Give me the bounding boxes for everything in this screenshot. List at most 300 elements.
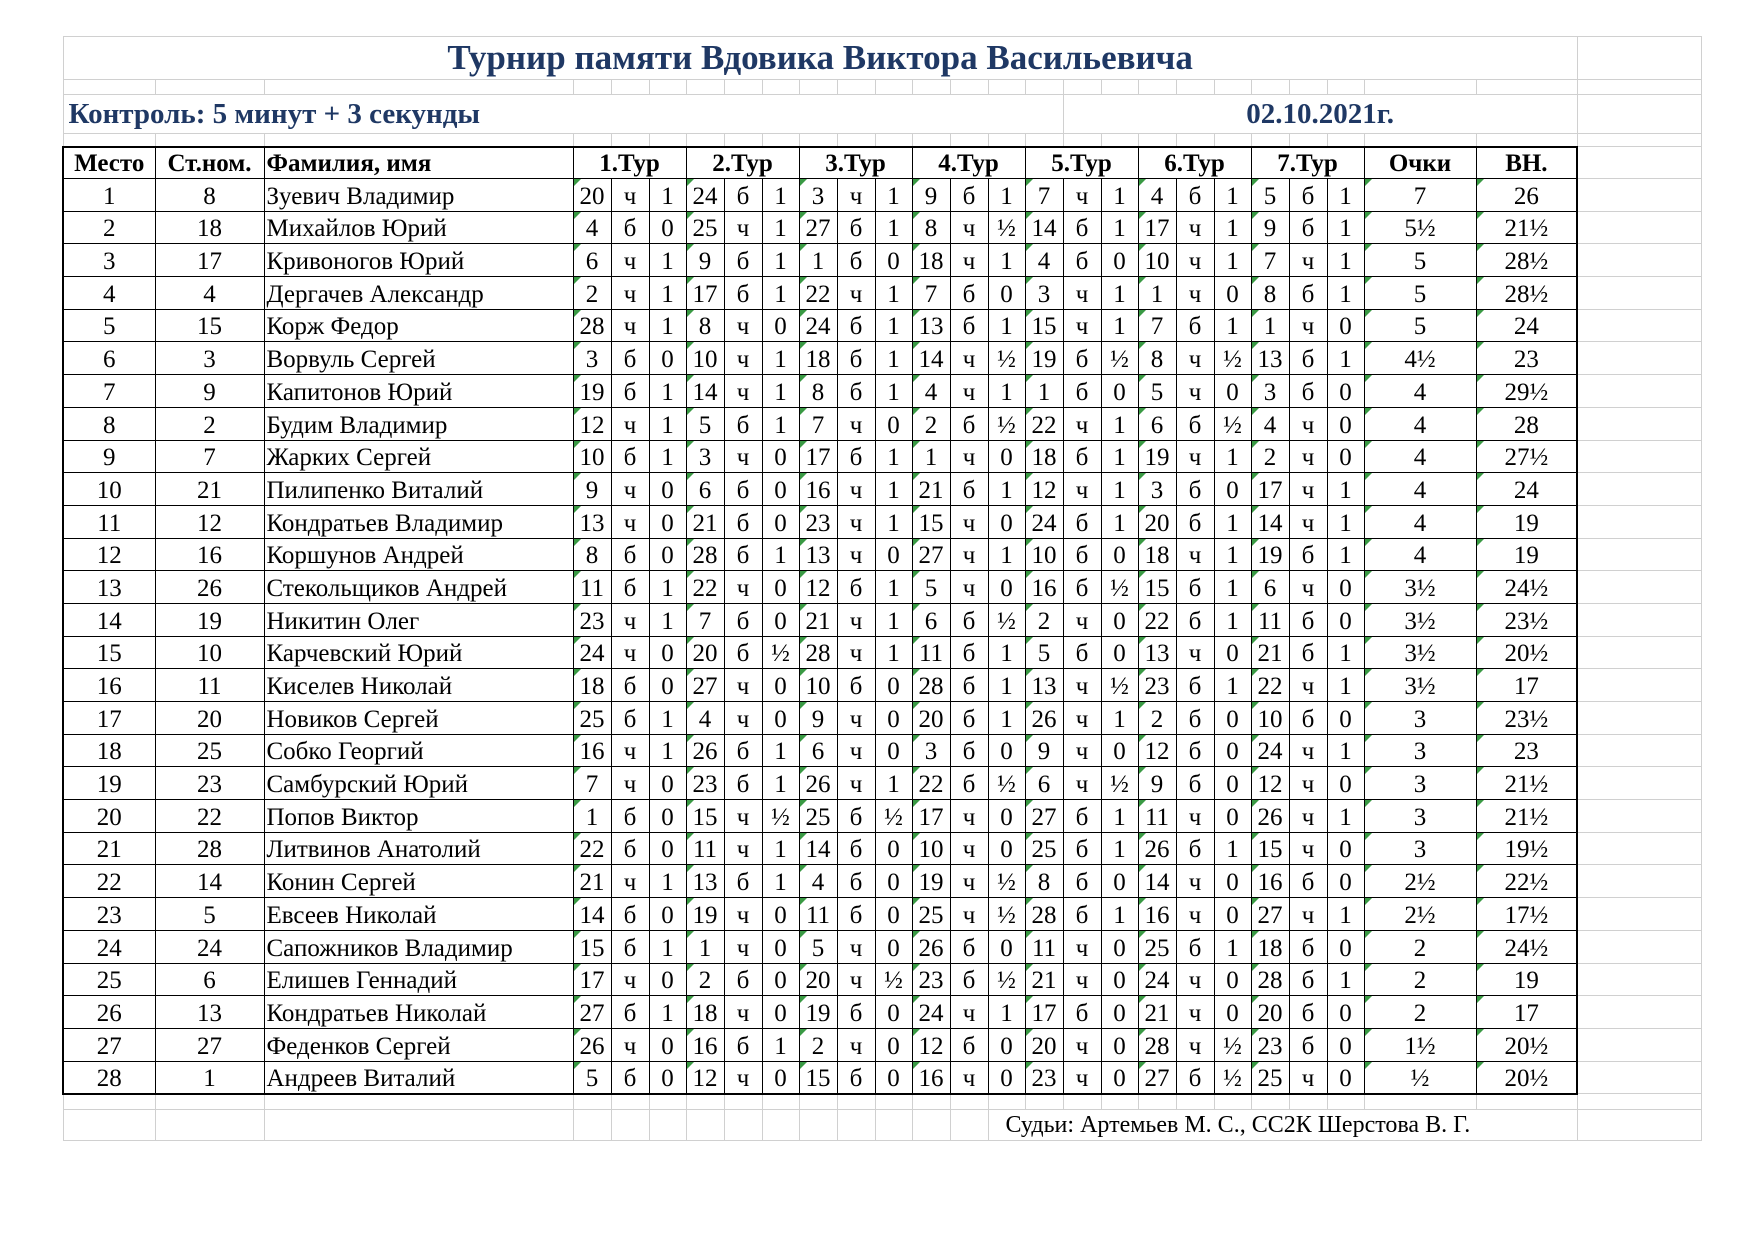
player-name: Елишев Геннадий — [264, 963, 573, 996]
tour-1-color: ч — [611, 963, 649, 996]
tour-6-opponent: 24 — [1138, 963, 1176, 996]
tour-5-color: ч — [1063, 669, 1101, 702]
tour-2-color: ч — [724, 1061, 762, 1094]
tour-5-result: 1 — [1101, 800, 1138, 833]
grid-cell — [63, 134, 155, 147]
tour-4-color: б — [950, 277, 988, 310]
place-cell: 1 — [63, 179, 155, 212]
tour-4-opponent: 18 — [912, 244, 950, 277]
tour-2-opponent: 23 — [686, 767, 724, 800]
tour-2-result: 1 — [762, 244, 799, 277]
grid-cell — [1577, 1110, 1701, 1141]
grid-cell — [1577, 734, 1701, 767]
tour-4-opponent: 3 — [912, 734, 950, 767]
tour-5-opponent: 9 — [1025, 734, 1063, 767]
tour-4-result: 1 — [988, 473, 1025, 506]
points-cell: 2 — [1364, 996, 1476, 1029]
player-name: Михайлов Юрий — [264, 211, 573, 244]
place-cell: 23 — [63, 898, 155, 931]
tour-4-result: 0 — [988, 440, 1025, 473]
tour-3-opponent: 12 — [799, 571, 837, 604]
player-name: Конин Сергей — [264, 865, 573, 898]
tour-3-color: б — [837, 669, 875, 702]
tour-4-result: 0 — [988, 800, 1025, 833]
tour-1-opponent: 14 — [573, 898, 611, 931]
tour-7-opponent: 14 — [1251, 505, 1289, 538]
tour-4-color: ч — [950, 898, 988, 931]
tour-2-color: ч — [724, 898, 762, 931]
tour-7-opponent: 21 — [1251, 636, 1289, 669]
tour-7-color: б — [1289, 930, 1327, 963]
tour-5-opponent: 5 — [1025, 636, 1063, 669]
control-row — [63, 95, 1701, 134]
tour-7-color: ч — [1289, 473, 1327, 506]
grid-cell — [912, 134, 950, 147]
tiebreak-cell: 29½ — [1476, 375, 1577, 408]
tour-1-opponent: 11 — [573, 571, 611, 604]
tour-1-opponent: 18 — [573, 669, 611, 702]
tour-5-opponent: 7 — [1025, 179, 1063, 212]
start-number-cell: 24 — [155, 930, 264, 963]
tour-2-color: ч — [724, 669, 762, 702]
tour-5-opponent: 8 — [1025, 865, 1063, 898]
tour-3-result: 1 — [875, 505, 912, 538]
tour-2-result: 1 — [762, 538, 799, 571]
tour-2-color: б — [724, 407, 762, 440]
tour-1-opponent: 8 — [573, 538, 611, 571]
tour-2-result: 0 — [762, 571, 799, 604]
tour-6-opponent: 21 — [1138, 996, 1176, 1029]
tour-1-color: ч — [611, 865, 649, 898]
tour-1-opponent: 10 — [573, 440, 611, 473]
points-cell: 4 — [1364, 505, 1476, 538]
header-tour-1: 1.Тур — [573, 147, 686, 179]
tour-2-result: 1 — [762, 342, 799, 375]
tour-5-color: ч — [1063, 930, 1101, 963]
tour-6-color: б — [1176, 669, 1214, 702]
grid-cell — [1101, 134, 1138, 147]
tour-3-color: ч — [837, 505, 875, 538]
tour-3-opponent: 4 — [799, 865, 837, 898]
tour-3-result: 1 — [875, 309, 912, 342]
grid-cell — [1577, 505, 1701, 538]
tour-4-color: ч — [950, 375, 988, 408]
grid-cell — [1327, 80, 1364, 95]
tour-3-result: 1 — [875, 277, 912, 310]
tour-2-opponent: 25 — [686, 211, 724, 244]
tour-4-opponent: 8 — [912, 211, 950, 244]
tour-6-result: 0 — [1214, 800, 1251, 833]
grid-cell — [950, 1094, 988, 1110]
tour-1-color: б — [611, 211, 649, 244]
tour-4-opponent: 20 — [912, 702, 950, 735]
grid-cell — [1176, 1094, 1214, 1110]
tour-2-color: б — [724, 1028, 762, 1061]
grid-cell — [611, 1094, 649, 1110]
tour-5-opponent: 13 — [1025, 669, 1063, 702]
header-points: Очки — [1364, 147, 1476, 179]
grid-cell — [1577, 95, 1701, 134]
tour-3-opponent: 18 — [799, 342, 837, 375]
grid-cell — [1289, 80, 1327, 95]
start-number-cell: 6 — [155, 963, 264, 996]
tour-4-opponent: 11 — [912, 636, 950, 669]
tour-1-color: ч — [611, 636, 649, 669]
tour-7-result: 1 — [1327, 505, 1364, 538]
tour-7-opponent: 17 — [1251, 473, 1289, 506]
grid-cell — [649, 80, 686, 95]
tour-7-result: 0 — [1327, 930, 1364, 963]
tour-5-opponent: 19 — [1025, 342, 1063, 375]
standings-row — [63, 669, 1701, 702]
tour-3-result: 0 — [875, 702, 912, 735]
tour-4-color: б — [950, 669, 988, 702]
tour-5-result: 1 — [1101, 309, 1138, 342]
tour-6-opponent: 4 — [1138, 179, 1176, 212]
tour-1-result: 1 — [649, 375, 686, 408]
tour-7-opponent: 6 — [1251, 571, 1289, 604]
tour-2-result: 0 — [762, 505, 799, 538]
tour-1-opponent: 25 — [573, 702, 611, 735]
tour-5-opponent: 28 — [1025, 898, 1063, 931]
player-name: Самбурский Юрий — [264, 767, 573, 800]
tour-2-result: ½ — [762, 636, 799, 669]
tour-1-color: б — [611, 375, 649, 408]
start-number-cell: 2 — [155, 407, 264, 440]
tour-4-result: ½ — [988, 865, 1025, 898]
tour-7-opponent: 22 — [1251, 669, 1289, 702]
tour-7-opponent: 7 — [1251, 244, 1289, 277]
tour-5-opponent: 3 — [1025, 277, 1063, 310]
player-name: Корж Федор — [264, 309, 573, 342]
tour-2-color: б — [724, 734, 762, 767]
grid-cell — [912, 1110, 950, 1141]
tour-6-color: б — [1176, 832, 1214, 865]
grid-cell — [264, 1110, 573, 1141]
tour-6-opponent: 12 — [1138, 734, 1176, 767]
grid-cell — [686, 134, 724, 147]
grid-cell — [988, 1094, 1025, 1110]
grid-cell — [1577, 898, 1701, 931]
grid-cell — [155, 1094, 264, 1110]
tour-7-color: б — [1289, 538, 1327, 571]
tiebreak-cell: 20½ — [1476, 636, 1577, 669]
tour-1-result: 0 — [649, 800, 686, 833]
tour-4-color: ч — [950, 211, 988, 244]
tour-5-color: б — [1063, 244, 1101, 277]
tour-3-color: ч — [837, 767, 875, 800]
tour-1-result: 0 — [649, 669, 686, 702]
grid-cell — [686, 1110, 724, 1141]
tour-7-color: б — [1289, 211, 1327, 244]
tour-1-color: б — [611, 832, 649, 865]
points-cell: 4 — [1364, 375, 1476, 408]
tour-7-result: 0 — [1327, 375, 1364, 408]
grid-cell — [573, 80, 611, 95]
tour-1-opponent: 28 — [573, 309, 611, 342]
tour-4-color: ч — [950, 505, 988, 538]
tour-1-opponent: 22 — [573, 832, 611, 865]
tour-2-color: б — [724, 277, 762, 310]
tour-6-color: ч — [1176, 342, 1214, 375]
tour-7-opponent: 12 — [1251, 767, 1289, 800]
tour-3-color: б — [837, 211, 875, 244]
tour-2-result: 1 — [762, 865, 799, 898]
tour-7-opponent: 23 — [1251, 1028, 1289, 1061]
tour-5-result: 0 — [1101, 1028, 1138, 1061]
grid-cell — [573, 1094, 611, 1110]
grid-cell — [912, 80, 950, 95]
place-cell: 2 — [63, 211, 155, 244]
tour-3-opponent: 27 — [799, 211, 837, 244]
start-number-cell: 23 — [155, 767, 264, 800]
grid-cell — [264, 134, 573, 147]
tour-7-result: 1 — [1327, 342, 1364, 375]
tour-1-result: 0 — [649, 832, 686, 865]
tour-4-result: ½ — [988, 407, 1025, 440]
tour-6-opponent: 14 — [1138, 865, 1176, 898]
tour-2-color: б — [724, 538, 762, 571]
tour-5-color: ч — [1063, 179, 1101, 212]
standings-row — [63, 538, 1701, 571]
start-number-cell: 11 — [155, 669, 264, 702]
tiebreak-cell: 28 — [1476, 407, 1577, 440]
tour-2-result: 0 — [762, 702, 799, 735]
place-cell: 26 — [63, 996, 155, 1029]
tour-3-color: ч — [837, 963, 875, 996]
place-cell: 3 — [63, 244, 155, 277]
points-cell: ½ — [1364, 1061, 1476, 1094]
tour-3-color: ч — [837, 734, 875, 767]
tour-3-color: б — [837, 244, 875, 277]
points-cell: 3½ — [1364, 603, 1476, 636]
tour-1-opponent: 26 — [573, 1028, 611, 1061]
tour-3-result: 0 — [875, 734, 912, 767]
tour-7-result: 1 — [1327, 179, 1364, 212]
grid-cell — [1577, 309, 1701, 342]
spacer-row — [63, 134, 1701, 147]
tour-2-result: 1 — [762, 1028, 799, 1061]
grid-cell — [63, 1110, 155, 1141]
header-name: Фамилия, имя — [264, 147, 573, 179]
tour-4-opponent: 9 — [912, 179, 950, 212]
tour-3-result: 0 — [875, 996, 912, 1029]
tour-7-result: 0 — [1327, 1028, 1364, 1061]
tour-1-color: б — [611, 800, 649, 833]
tour-3-opponent: 9 — [799, 702, 837, 735]
tour-4-result: 0 — [988, 277, 1025, 310]
tour-7-opponent: 13 — [1251, 342, 1289, 375]
points-cell: 5 — [1364, 309, 1476, 342]
tiebreak-cell: 28½ — [1476, 244, 1577, 277]
start-number-cell: 13 — [155, 996, 264, 1029]
tour-2-opponent: 7 — [686, 603, 724, 636]
tour-6-result: 0 — [1214, 375, 1251, 408]
tour-4-result: 1 — [988, 669, 1025, 702]
tour-5-color: ч — [1063, 309, 1101, 342]
tour-2-color: ч — [724, 571, 762, 604]
grid-cell — [155, 134, 264, 147]
grid-cell — [724, 134, 762, 147]
tour-1-color: б — [611, 996, 649, 1029]
tour-4-color: ч — [950, 342, 988, 375]
tour-7-opponent: 26 — [1251, 800, 1289, 833]
tour-5-result: 1 — [1101, 211, 1138, 244]
tour-5-opponent: 17 — [1025, 996, 1063, 1029]
tour-6-opponent: 8 — [1138, 342, 1176, 375]
grid-cell — [63, 80, 155, 95]
tour-3-result: 0 — [875, 244, 912, 277]
tiebreak-cell: 23 — [1476, 734, 1577, 767]
tour-6-color: ч — [1176, 244, 1214, 277]
tour-7-color: ч — [1289, 244, 1327, 277]
tour-1-result: 0 — [649, 342, 686, 375]
tour-6-color: б — [1176, 473, 1214, 506]
place-cell: 21 — [63, 832, 155, 865]
tour-2-color: б — [724, 767, 762, 800]
grid-cell — [1577, 473, 1701, 506]
tiebreak-cell: 19 — [1476, 963, 1577, 996]
tour-5-result: ½ — [1101, 767, 1138, 800]
grid-cell — [1577, 80, 1701, 95]
tour-6-result: 1 — [1214, 538, 1251, 571]
place-cell: 18 — [63, 734, 155, 767]
standings-row — [63, 244, 1701, 277]
tour-4-color: б — [950, 473, 988, 506]
tour-1-color: ч — [611, 734, 649, 767]
tour-1-opponent: 27 — [573, 996, 611, 1029]
start-number-cell: 5 — [155, 898, 264, 931]
grid-cell — [1176, 80, 1214, 95]
tournament-date: 02.10.2021г. — [1063, 95, 1577, 134]
tour-1-color: б — [611, 702, 649, 735]
tour-3-result: 0 — [875, 898, 912, 931]
tour-3-result: 0 — [875, 538, 912, 571]
tour-5-result: ½ — [1101, 342, 1138, 375]
tour-3-opponent: 26 — [799, 767, 837, 800]
player-name: Пилипенко Виталий — [264, 473, 573, 506]
place-cell: 20 — [63, 800, 155, 833]
tour-5-result: 1 — [1101, 898, 1138, 931]
tour-1-result: 1 — [649, 440, 686, 473]
tour-1-color: б — [611, 538, 649, 571]
tour-6-result: 0 — [1214, 473, 1251, 506]
tour-2-opponent: 13 — [686, 865, 724, 898]
tour-3-color: ч — [837, 179, 875, 212]
tour-5-color: ч — [1063, 1028, 1101, 1061]
tour-5-opponent: 11 — [1025, 930, 1063, 963]
tour-5-opponent: 24 — [1025, 505, 1063, 538]
tour-4-color: ч — [950, 1061, 988, 1094]
tour-2-opponent: 6 — [686, 473, 724, 506]
grid-cell — [1577, 342, 1701, 375]
start-number-cell: 15 — [155, 309, 264, 342]
tour-6-result: 0 — [1214, 636, 1251, 669]
points-cell: 3 — [1364, 832, 1476, 865]
grid-cell — [1577, 440, 1701, 473]
tour-3-color: б — [837, 440, 875, 473]
tour-4-color: б — [950, 767, 988, 800]
tour-4-color: ч — [950, 244, 988, 277]
tour-6-opponent: 1 — [1138, 277, 1176, 310]
tour-6-color: ч — [1176, 898, 1214, 931]
tour-4-color: б — [950, 963, 988, 996]
standings-row — [63, 179, 1701, 212]
grid-cell — [1476, 1094, 1577, 1110]
tour-2-result: 0 — [762, 309, 799, 342]
tour-6-opponent: 6 — [1138, 407, 1176, 440]
tour-2-color: ч — [724, 440, 762, 473]
tour-4-color: ч — [950, 571, 988, 604]
tour-6-opponent: 10 — [1138, 244, 1176, 277]
grid-cell — [1476, 134, 1577, 147]
tour-3-color: ч — [837, 407, 875, 440]
tiebreak-cell: 17 — [1476, 669, 1577, 702]
grid-cell — [1214, 1094, 1251, 1110]
tour-4-opponent: 13 — [912, 309, 950, 342]
tour-1-opponent: 24 — [573, 636, 611, 669]
tour-6-opponent: 2 — [1138, 702, 1176, 735]
grid-cell — [1577, 277, 1701, 310]
tour-2-opponent: 20 — [686, 636, 724, 669]
points-cell: 4 — [1364, 538, 1476, 571]
tour-4-color: б — [950, 636, 988, 669]
tour-3-color: ч — [837, 930, 875, 963]
standings-sheet — [62, 36, 1702, 1141]
tour-7-opponent: 1 — [1251, 309, 1289, 342]
tour-7-opponent: 20 — [1251, 996, 1289, 1029]
grid-cell — [264, 80, 573, 95]
tour-5-color: ч — [1063, 407, 1101, 440]
tour-4-opponent: 14 — [912, 342, 950, 375]
tour-1-color: ч — [611, 473, 649, 506]
place-cell: 4 — [63, 277, 155, 310]
tour-3-result: 1 — [875, 342, 912, 375]
tour-5-result: 0 — [1101, 636, 1138, 669]
player-name: Попов Виктор — [264, 800, 573, 833]
tour-3-color: б — [837, 996, 875, 1029]
tour-6-result: 1 — [1214, 244, 1251, 277]
tour-2-opponent: 24 — [686, 179, 724, 212]
tour-7-result: 1 — [1327, 473, 1364, 506]
grid-cell — [950, 134, 988, 147]
tour-5-result: 0 — [1101, 538, 1138, 571]
place-cell: 8 — [63, 407, 155, 440]
points-cell: 3 — [1364, 734, 1476, 767]
tour-6-color: б — [1176, 1061, 1214, 1094]
tour-5-color: б — [1063, 996, 1101, 1029]
grid-cell — [950, 1110, 988, 1141]
grid-cell — [1025, 80, 1063, 95]
tour-1-opponent: 6 — [573, 244, 611, 277]
tour-4-color: б — [950, 1028, 988, 1061]
grid-cell — [1251, 80, 1289, 95]
start-number-cell: 19 — [155, 603, 264, 636]
tour-6-result: 1 — [1214, 440, 1251, 473]
grid-cell — [649, 134, 686, 147]
tour-4-opponent: 10 — [912, 832, 950, 865]
grid-cell — [837, 80, 875, 95]
standings-row — [63, 800, 1701, 833]
tour-7-result: 1 — [1327, 277, 1364, 310]
tour-1-result: 0 — [649, 1061, 686, 1094]
grid-cell — [1577, 930, 1701, 963]
tour-1-opponent: 17 — [573, 963, 611, 996]
tour-6-color: б — [1176, 571, 1214, 604]
tour-2-color: ч — [724, 375, 762, 408]
tour-2-color: ч — [724, 832, 762, 865]
points-cell: 1½ — [1364, 1028, 1476, 1061]
